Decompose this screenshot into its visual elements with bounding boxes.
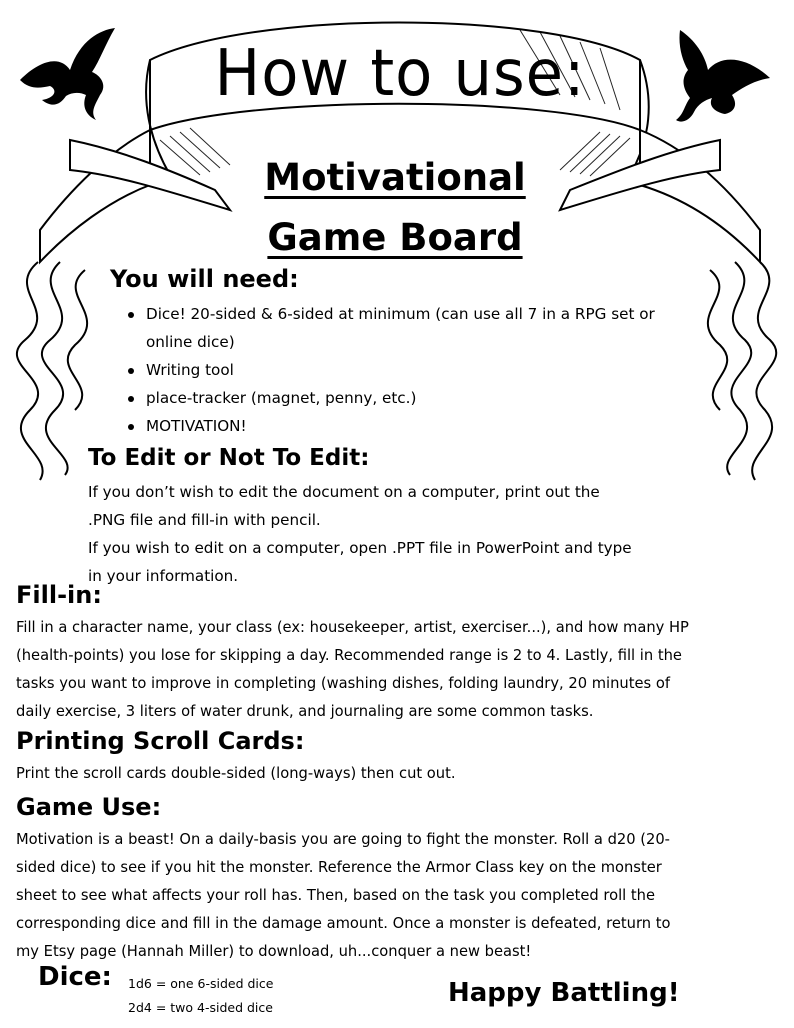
dragon-left-icon [20,28,115,120]
list-item: MOTIVATION! [126,412,670,440]
list-item: Writing tool [126,356,670,384]
text-line: in your information. [88,567,239,585]
text-line: sided dice) to see if you hit the monster. Reference the Armor Class key on the monster [16,859,662,876]
text-line: (health-points) you lose for skipping a day. Recommended range is 2 to 4. Lastly, fill in the [16,647,682,664]
list-item: place-tracker (magnet, penny, etc.) [126,384,670,412]
dice-line: 2d4 = two 4-sided dice [128,1000,273,1015]
printing-text: Print the scroll cards double-sided (long-ways) then cut out. [16,765,456,782]
needs-list [126,300,670,440]
dice-list [128,972,273,1020]
you-will-need-heading: You will need: [110,265,299,293]
text-line: .PNG file and fill-in with pencil. [88,511,321,529]
text-line: corresponding dice and fill in the damage amount. Once a monster is defeated, return to [16,915,671,932]
text-line: sheet to see what affects your roll has. Then, based on the task you completed roll the [16,887,656,904]
edit-heading: To Edit or Not To Edit: [88,445,370,471]
fill-in-text [16,614,786,726]
page-title: How to use: [214,37,586,111]
text-line: Fill in a character name, your class (ex: housekeeper, artist, exerciser...), and how many HP [16,619,689,636]
closing-text: Happy Battling! [448,978,680,1008]
fill-in-heading: Fill-in: [16,581,102,609]
dragon-right-icon [676,30,770,122]
text-line: Motivation is a beast! On a daily-basis you are going to fight the monster. Roll a d20 (20- [16,831,670,848]
dice-line: 1d6 = one 6-sided dice [128,976,274,991]
printing-heading: Printing Scroll Cards: [16,727,305,755]
text-line: If you don’t wish to edit the document on a computer, print out the [88,483,600,501]
dice-heading: Dice: [38,962,112,992]
game-use-heading: Game Use: [16,793,162,821]
text-line: my Etsy page (Hannah Miller) to download, uh...conquer a new beast! [16,943,532,960]
text-line: If you wish to edit on a computer, open .PPT file in PowerPoint and type [88,539,632,557]
subtitle-line-1: Motivational [264,156,526,199]
list-item: Dice! 20-sided & 6-sided at minimum (can use all 7 in a RPG set or online dice) [126,300,670,356]
edit-text [88,478,748,590]
game-use-text [16,826,786,966]
subtitle-line-2: Game Board [267,216,523,259]
text-line: daily exercise, 3 liters of water drunk, and journaling are some common tasks. [16,703,594,720]
text-line: tasks you want to improve in completing (washing dishes, folding laundry, 20 minutes of [16,675,671,692]
